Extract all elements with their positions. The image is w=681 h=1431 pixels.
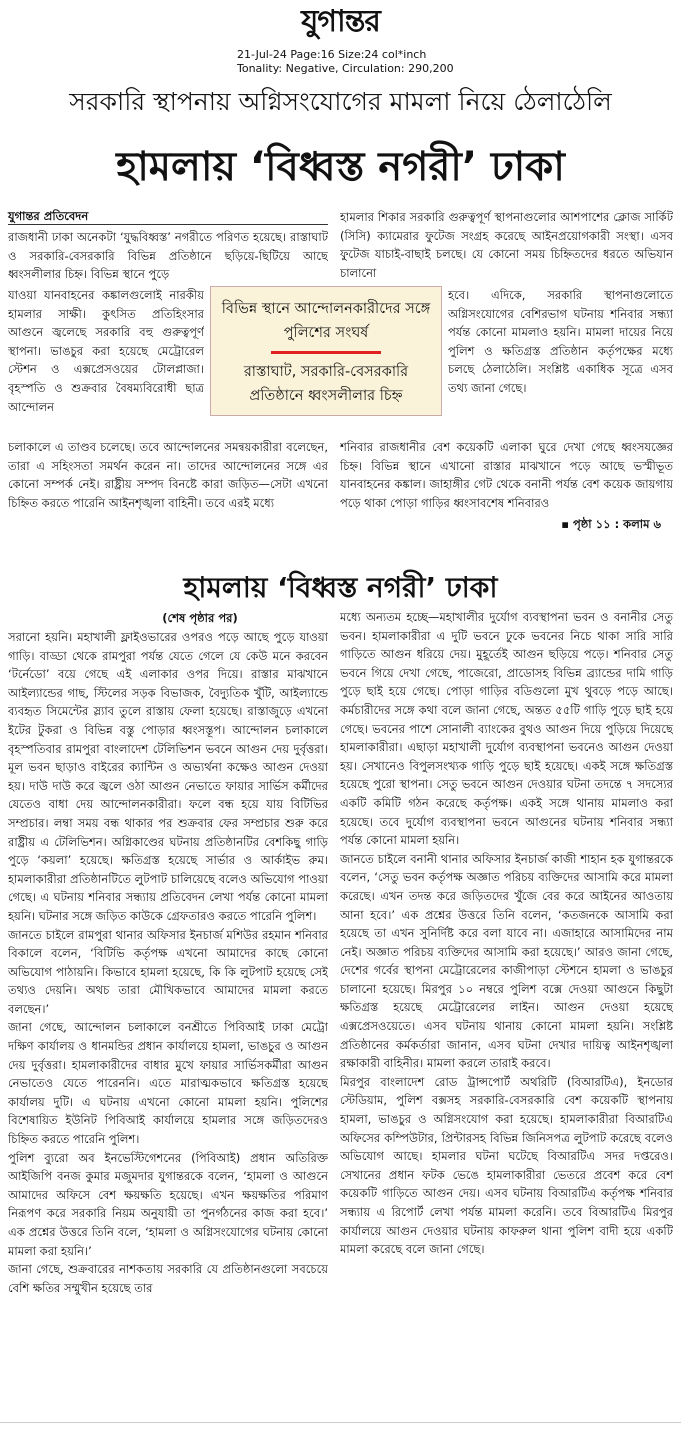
clip-info-line-2: Tonality: Negative, Circulation: 290,200 bbox=[237, 62, 454, 75]
highlight-box bbox=[210, 286, 442, 416]
highlight-rule bbox=[271, 351, 381, 354]
continuation-col1-para: জানতে চাইলে রামপুরা থানার অফিসার ইনচার্জ মশিউর রহমান শনিবার বিকালে বলেন, ‘বিটিভি কর্তৃপক্ষ এখনো আমাদের কাছে কোনো অভিযোগ পাঠায়নি। কিভাবে হামলা হয়েছে, কি কি লুটপাট হয়েছে সেই তথ্যও দেয়নি। অথচ তারা মৌখিকভাবে আমাদের মামলা করতে বলছেন।’ bbox=[8, 927, 328, 1016]
clip-info-line-1: 21-Jul-24 Page:16 Size:24 col*inch bbox=[237, 48, 427, 61]
continued-on-label: ▪ পৃষ্ঠা ১১ : কলাম ৬ bbox=[561, 517, 661, 531]
article-kicker: সরকারি স্থাপনায় অগ্নিসংযোগের মামলা নিয়ে ঠেলাঠেলি bbox=[69, 87, 612, 116]
continuation-col1 bbox=[8, 628, 328, 1418]
continuation-col2 bbox=[340, 608, 673, 1418]
masthead-logo: যুগান্তর bbox=[301, 4, 380, 39]
continuation-col2-para: জানতে চাইলে বনানী থানার অফিসার ইনচার্জ কাজী শাহান হক যুগান্তরকে বলেন, ‘সেতু ভবন কর্তৃপক্ষ অজ্ঞাত পরিচয় ব্যক্তিদের আসামি করে মামলা করেছে। এখন তদন্ত করে জড়িতদের খুঁজে বের করে আইনের আওতায় আনা হবে।’ এক প্রশ্নের উত্তরে তিনি বলেন, ‘কতজনকে আসামি করা হয়েছে তা এখন সুনির্দিষ্ট করে বলা যাবে না। এজাহারে আসামিদের নাম নেই। অজ্ঞাত পরিচয় ব্যক্তিদের আসামি করা হয়েছে।’ আরও জানা গেছে, দেশের গর্বের স্থাপনা মেট্রোরেলের কাজীপাড়া স্টেশনে হামলা ও ভাঙচুর চালানো হয়েছে। মিরপুর ১০ নম্বরে পুলিশ বক্সে দেওয়া আগুনে কিছুটা ক্ষতিগ্রস্ত হয়েছে মেট্রোরেলের লাইন। আগুন দেওয়া হয়েছে এক্সপ্রেসওয়েতে। এসব ঘটনায় থানায় কোনো মামলা হয়নি। সংশ্লিষ্ট প্রতিষ্ঠানের কর্মকর্তারা জানান, এসব ঘটনা দেখার দায়িত্ব আইনশৃঙ্খলা রক্ষাকারী বাহিনীর। মামলা করলে তারাই করবে। bbox=[340, 851, 673, 1071]
article-headline: হামলায় ‘বিধ্বস্ত নগরী’ ঢাকা bbox=[116, 144, 565, 190]
continuation-col1-para: জানা গেছে, আন্দোলন চলাকালে বনশ্রীতে পিবিআই ঢাকা মেট্রো দক্ষিণ কার্যালয় ও ধানমন্ডির প্রধান কার্যালয়ে হামলা, ভাঙচুর ও আগুন দেয় দুর্বৃত্তরা। হামলাকারীদের বাধার মুখে ফায়ার সার্ভিসকর্মীরা আগুন নেভাতেও যেতে পারেননি। এতে মারাত্মকভাবে ক্ষতিগ্রস্ত হয়েছে কার্যালয় দুটি। এ ঘটনায় এখনো কোনো মামলা হয়নি। পুলিশের বিশেষায়িত ইউনিট পিবিআই কার্যালয়ে হামলার সঙ্গে জড়িতদেরও চিহ্নিত করতে পারেনি পুলিশ। bbox=[8, 1020, 328, 1147]
continuation-from-label: (শেষ পৃষ্ঠার পর) bbox=[162, 611, 238, 625]
continuation-headline: হামলায় ‘বিধ্বস্ত নগরী’ ঢাকা bbox=[183, 571, 498, 604]
highlight-line-2: রাস্তাঘাট, সরকারি-বেসরকারি প্রতিষ্ঠানে ধ্বংসলীলার চিহ্ন bbox=[243, 364, 409, 404]
article-col2-bottom: শনিবার রাজধানীর বেশ কয়েকটি এলাকা ঘুরে দেখা গেছে ধ্বংসযজ্ঞের চিহ্ন। বিভিন্ন স্থানে এখানো রাস্তার মাঝখানে পড়ে আছে ভস্মীভূত যানবাহনের কঙ্কাল। জাহাঙ্গীর গেট থেকে বনানী পর্যন্ত বেশ কয়েক জায়গায় পড়ে থাকা পোড়া গাড়ির ধ্বংসাবশেষ শনিবারও bbox=[340, 440, 673, 510]
article-col2-right: হবে। এদিকে, সরকারি স্থাপনাগুলোতে অগ্নিসংযোগের বেশিরভাগ ঘটনায় শনিবার সন্ধ্যা পর্যন্ত কোনো মামলাও হয়নি। মামলা দায়ের নিয়ে পুলিশ ও ক্ষতিগ্রস্ত প্রতিষ্ঠান কর্তৃপক্ষের মধ্যে চলছে ঠেলাঠেলি। সংশ্লিষ্ট একাধিক সূত্রে এসব তথ্য জানা গেছে। bbox=[448, 288, 673, 395]
highlight-line-1: বিভিন্ন স্থানে আন্দোলনকারীদের সঙ্গে পুলিশের সংঘর্ষ bbox=[221, 301, 431, 341]
continuation-col1-para: পুলিশ ব্যুরো অব ইনভেস্টিগেশনের (পিবিআই) প্রধান অতিরিক্ত আইজিপি বনজ কুমার মজুমদার যুগান্তরকে বলেন, ‘হামলা ও আগুনে আমাদের অফিসে বেশ ক্ষয়ক্ষতি হয়েছে। এখন ক্ষয়ক্ষতির পরিমাণ নিরূপণ করে সরকারি নিয়ম অনুযায়ী তা পুনর্গঠনের কাজ করা হবে।’ এক প্রশ্নের উত্তরে তিনি বলে, ‘হামলা ও অগ্নিসংযোগের ঘটনায় কোনো মামলা করা হয়নি।’ bbox=[8, 1150, 328, 1258]
continuation-col2-para: মধ্যে অন্যতম হচ্ছে—মহাখালীর দুর্যোগ ব্যবস্থাপনা ভবন ও বনানীর সেতু ভবন। হামলাকারীরা এ দুটি ভবনে ঢুকে ভবনের নিচে থাকা সারি সারি গাড়িতে আগুন ধরিয়ে দেয়। মুহূর্তেই আগুন ছড়িয়ে পড়ে। শনিবার সেতু ভবনে গিয়ে দেখা গেছে, পাজেরো, প্রাডোসহ বিভিন্ন ব্র্যান্ডের দামি গাড়ি পুড়ে ছাই হয়ে গেছে। পোড়া গাড়ির বডিগুলো মুখ থুবড়ে পড়ে আছে। কর্মচারীদের সঙ্গে কথা বলে জানা গেছে, অন্তত ৫৫টি গাড়ি পুড়ে ছাই হয়ে গেছে। ভবনের পাশে সোনালী ব্যাংকের বুথও আগুন দিয়ে পুড়িয়ে দিয়েছে হামলাকারীরা। এছাড়া মহাখালী দুর্যোগ ব্যবস্থাপনা ভবনেও আগুন দেওয়া হয়। সেখানেও বিপুলসংখ্যক গাড়ি পুড়ে ছাই হয়েছে। একই সঙ্গে ক্ষতিগ্রস্ত হয়েছে পুরো স্থাপনা। সেতু ভবনে আগুন দেওয়ার ঘটনা তদন্তে ৭ সদস্যের একটি কমিটি গঠন করেছে কর্তৃপক্ষ। একই সঙ্গে থানায় মামলাও করা হয়েছে। তবে দুর্যোগ ব্যবস্থাপনা ভবনে আগুনের ঘটনায় শনিবার সন্ধ্যা পর্যন্ত কোনো মামলা হয়নি। bbox=[340, 610, 673, 848]
continuation-col2-para: মিরপুর বাংলাদেশ রোড ট্রান্সপোর্ট অথরিটি (বিআরটিএ), ইনডোর স্টেডিয়াম, পুলিশ বক্সসহ সরকারি-বেসরকারি বেশ কয়েকটি স্থাপনায় হামলা, ভাঙচুর ও অগ্নিসংযোগ করা হয়েছে। হামলাকারীরা বিআরটিএ অফিসের কম্পিউটার, প্রিন্টারসহ বিভিন্ন জিনিসপত্র লুটপাট করেছে বলেও অভিযোগ আছে। হামলার ঘটনা ঘটেছে বিআরটিএ সদর দপ্তরেও। সেখানের প্রধান ফটক ভেঙে হামলাকারীরা ভেতরে প্রবেশ করে বেশ কয়েকটি গাড়িতে আগুন দেয়। এসব ঘটনায় বিআরটিএ কর্তৃপক্ষ শনিবার সন্ধ্যায় এ রিপোর্ট লেখা পর্যন্ত মামলা করেনি। তবে বিআরটিএ মিরপুর কার্যালয়ে আগুন দেওয়ার ঘটনায় কাফরুল থানা পুলিশ বাদী হয়ে একটি মামলা করেছে বলে জানা গেছে। bbox=[340, 1074, 673, 1257]
page-separator bbox=[0, 540, 681, 562]
article-col1-top: রাজধানী ঢাকা অনেকটা ‘যুদ্ধবিধ্বস্ত’ নগরীতে পরিণত হয়েছে। রাস্তাঘাট ও সরকারি-বেসরকারি বিভিন্ন প্রতিষ্ঠানে ছড়িয়ে-ছিটিয়ে আছে ধ্বংসলীলার চিহ্ন। বিভিন্ন স্থানে পুড়ে bbox=[8, 230, 328, 282]
continuation-col1-para: সরানো হয়নি। মহাখালী ফ্লাইওভারের ওপরও পড়ে আছে পুড়ে যাওয়া গাড়ি। বাড্ডা থেকে রামপুরা পর্যন্ত যেতে গেলে যে কেউ মনে করবেন ‘টর্নেডো’ বয়ে গেছে এই এলাকার ওপর দিয়ে। রাস্তার মাঝখানে আইল্যান্ডের গাছ, স্টিলের সড়ক বিভাজক, বৈদ্যুতিক খুঁটি, আইল্যান্ডে ব্যবহৃত সিমেন্টের স্ল্যাব তুলে রাস্তায় ফেলা হয়েছে। রাস্তাজুড়ে এখনো ইটের টুকরা ও বিভিন্ন বস্তু পোড়ার ধ্বংসস্তূপ। আন্দোলন চলাকালে বৃহস্পতিবার রামপুরা বাংলাদেশ টেলিভিশন ভবনে আগুন দেয় দুর্বৃত্তরা। মূল ভবন ছাড়াও বাইরের ক্যান্টিন ও অভ্যর্থনা কক্ষেও আগুন দেওয়া হয়। দাউ দাউ করে জ্বলে ওঠা আগুন নেভাতে ফায়ার সার্ভিস কর্মীদের যেতেও বাধা দেয় আন্দোলনকারীরা। ফলে বন্ধ হয়ে যায় বিটিভির সম্প্রচার। লম্বা সময় বন্ধ থাকার পর শুক্রবার ফের সম্প্রচার শুরু করে রাষ্ট্রীয় এ টেলিভিশন। অগ্নিকাণ্ডের ঘটনায় প্রতিষ্ঠানটির বেশকিছু গাড়ি পুড়ে ‘কয়লা’ হয়েছে। ক্ষতিগ্রস্ত হয়েছে সার্ভার ও আর্কাইভ রুম। হামলাকারীরা প্রতিষ্ঠানটিতে লুটপাট চালিয়েছে বলেও অভিযোগ পাওয়া গেছে। এ ঘটনায় শনিবার সন্ধ্যায় প্রতিবেদন লেখা পর্যন্ত কোনো মামলা হয়নি। ঘটনার সঙ্গে জড়িত কাউকে গ্রেফতারও করতে পারেনি পুলিশ। bbox=[8, 630, 328, 923]
bottom-rule bbox=[0, 1422, 681, 1423]
article-col1-bottom: চলাকালে এ তাণ্ডব চলেছে। তবে আন্দোলনের সমন্বয়কারীরা বলেছেন, তারা এ সহিংসতা সমর্থন করেন না। তাদের আন্দোলনের সঙ্গে এর কোনো সম্পর্ক নেই। রাষ্ট্রীয় সম্পদ বিনষ্টে কারা জড়িত—সেটা এখনো চিহ্নিত করতে পারেনি আইনশৃঙ্খলা বাহিনী। তবে এরই মধ্যে bbox=[8, 440, 328, 510]
article-byline: যুগান্তর প্রতিবেদন bbox=[8, 208, 328, 225]
continuation-col1-para: জানা গেছে, শুক্রবারের নাশকতায় সরকারি যে প্রতিষ্ঠানগুলো সবচেয়ে বেশি ক্ষতির সম্মুখীন হয়েছে তার bbox=[8, 1262, 328, 1295]
article-col2-top: হামলার শিকার সরকারি গুরুত্বপূর্ণ স্থাপনাগুলোর আশপাশের ক্লোজ সার্কিট (সিসি) ক্যামেরার ফুটেজ সংগ্রহ করেছে আইনপ্রয়োগকারী সংস্থা। এসব ফুটেজ যাচাই-বাছাই চলছে। যে কোনো সময় চিহ্নিতদের ধরতে অভিযান চালানো bbox=[340, 210, 673, 280]
article-col1-left: যাওয়া যানবাহনের কঙ্কালগুলোই নারকীয় হামলার সাক্ষী। কুৎসিত প্রতিহিংসার আগুনে জ্বলেছে সরকারি বহু গুরুত্বপূর্ণ স্থাপনা। ভাঙচুর করা হয়েছে মেট্রোরেল স্টেশন ও এক্সপ্রেসওয়ের টোলপ্লাজা। বৃহস্পতি ও শুক্রবার বৈষম্যবিরোধী ছাত্র আন্দোলন bbox=[8, 288, 204, 414]
